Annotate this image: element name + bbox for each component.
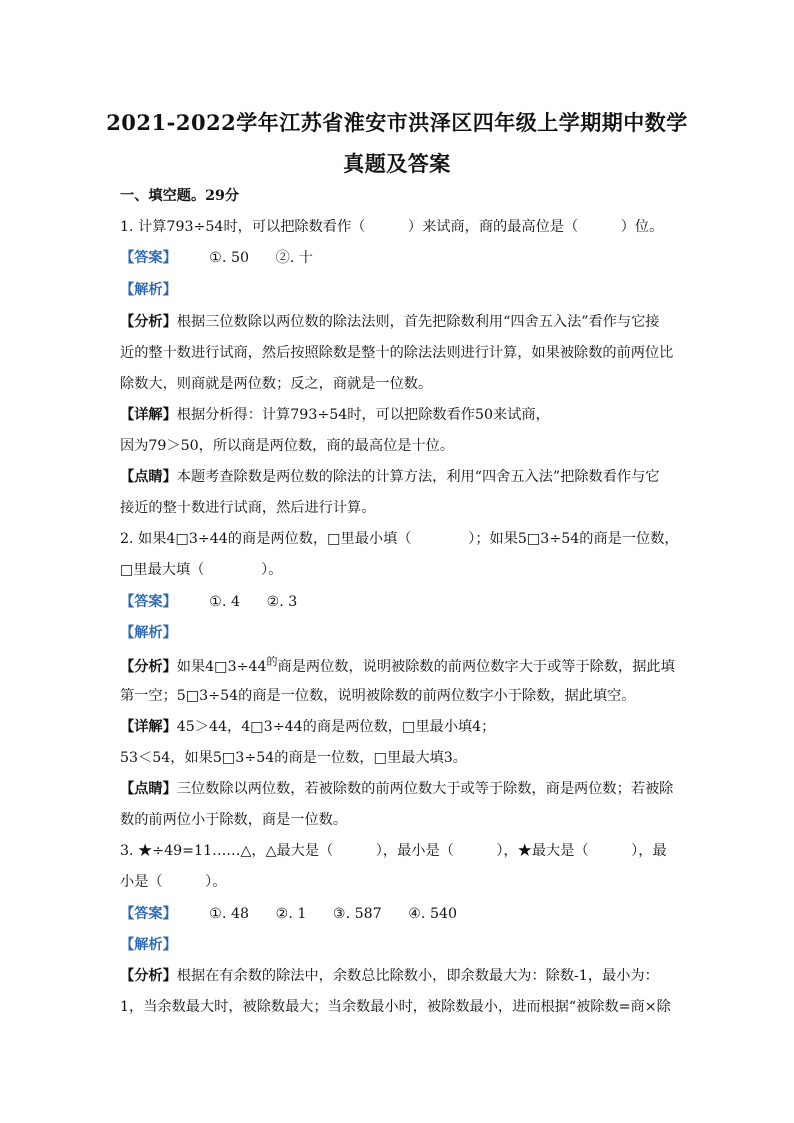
analysis-label: 【分析】 (120, 314, 177, 330)
analysis-heading: 【解析】 (120, 282, 177, 298)
q2-analysis-sup: 的 (266, 655, 278, 668)
q1-stem: 1. 计算793÷54时，可以把除数看作（ ）来试商，商的最高位是（ ）位。 (120, 219, 664, 235)
q3-answer-4: ④. 540 (408, 906, 458, 922)
q3-answer-3: ③. 587 (332, 906, 382, 922)
q1-analysis-line-1 (120, 312, 680, 332)
document-title-line-2: 真题及答案 (343, 151, 451, 176)
detail-label: 【详解】 (120, 407, 177, 423)
detail-label: 【详解】 (120, 719, 177, 735)
q2-comment-text-1: 三位数除以两位数，若被除数的前两位数大于或等于除数，商是两位数；若被除 (176, 781, 674, 797)
answer-label: 【答案】 (120, 250, 177, 266)
q1-answer (120, 248, 680, 268)
analysis-label: 【分析】 (120, 968, 177, 984)
q1-analysis-line-2: 近的整十数进行试商，然后按照除数是整十的除法法则进行计算，如果被除数的前两位比 (120, 345, 674, 361)
q3-answer-2: ②. 1 (275, 906, 307, 922)
q3-answer (120, 904, 680, 924)
q2-analysis-line-2: 第一空；5□3÷54的商是一位数，说明被除数的前两位数字小于除数，据此填空。 (120, 688, 636, 704)
q2-detail-line-1 (120, 717, 680, 737)
q1-detail-text-1: 根据分析得：计算793÷54时，可以把除数看作50来试商， (176, 407, 550, 423)
q2-answer-1: ①. 4 (209, 594, 241, 610)
q2-analysis-line-1 (120, 657, 680, 678)
q3-analysis-line-2: 1，当余数最大时，被除数最大；当余数最小时，被除数最小，进而根据“被除数=商×除 (120, 999, 671, 1015)
analysis-label: 【分析】 (120, 659, 177, 675)
q2-answer (120, 592, 680, 612)
q2-analysis-text-1b: 商是两位数，说明被除数的前两位数字大于或等于除数，据此填 (277, 659, 675, 675)
analysis-heading: 【解析】 (120, 937, 177, 953)
q3-answer-1: ①. 48 (209, 906, 250, 922)
q2-stem-line-1: 2. 如果4□3÷44的商是两位数，□里最小填（ ）；如果5□3÷54的商是一位数， (120, 531, 679, 547)
comment-label: 【点睛】 (120, 781, 177, 797)
q3-stem-line-1: 3. ★÷49=11……△，△最大是（ ），最小是（ ），★最大是（ ），最 (120, 843, 667, 859)
q2-answer-2: ②. 3 (266, 594, 298, 610)
q1-comment-text-1: 本题考查除数是两位数的除法的计算方法，利用“四舍五入法”把除数看作与它 (176, 469, 660, 485)
q2-detail-text-1: 45＞44，4□3÷44的商是两位数，□里最小填4； (176, 719, 496, 735)
q3-analysis-line-1 (120, 966, 680, 986)
q1-comment-line-1 (120, 467, 680, 487)
q2-comment-line-2: 数的前两位小于除数，商是一位数。 (120, 812, 348, 828)
q1-answer-2: ②. 十 (275, 250, 313, 266)
q2-detail-line-2: 53＜54，如果5□3÷54的商是一位数，□里最大填3。 (120, 750, 467, 766)
q2-comment-line-1 (120, 779, 680, 799)
q1-analysis-line-3: 除数大，则商就是两位数；反之，商就是一位数。 (120, 376, 433, 392)
q1-answer-1: ①. 50 (209, 250, 250, 266)
q1-detail-line-1 (120, 405, 680, 425)
answer-label: 【答案】 (120, 906, 177, 922)
q1-comment-line-2: 接近的整十数进行试商，然后进行计算。 (120, 500, 376, 516)
analysis-heading: 【解析】 (120, 625, 177, 641)
document-title-line-1: 2021-2022学年江苏省淮安市洪泽区四年级上学期期中数学 (106, 110, 688, 135)
comment-label: 【点睛】 (120, 469, 177, 485)
q3-analysis-text-1: 根据在有余数的除法中，余数总比除数小，即余数最大为：除数-1，最小为： (176, 968, 659, 984)
q2-analysis-text-1a: 如果4□3÷44 (176, 659, 267, 675)
section-heading: 一、填空题。29分 (120, 188, 240, 204)
q2-stem-line-2: □里最大填（ ）。 (120, 562, 283, 578)
q3-stem-line-2: 小是（ ）。 (120, 874, 227, 890)
q1-detail-line-2: 因为79＞50，所以商是两位数，商的最高位是十位。 (120, 438, 455, 454)
answer-label: 【答案】 (120, 594, 177, 610)
q1-analysis-text-1: 根据三位数除以两位数的除法法则，首先把除数利用“四舍五入法”看作与它接 (176, 314, 660, 330)
